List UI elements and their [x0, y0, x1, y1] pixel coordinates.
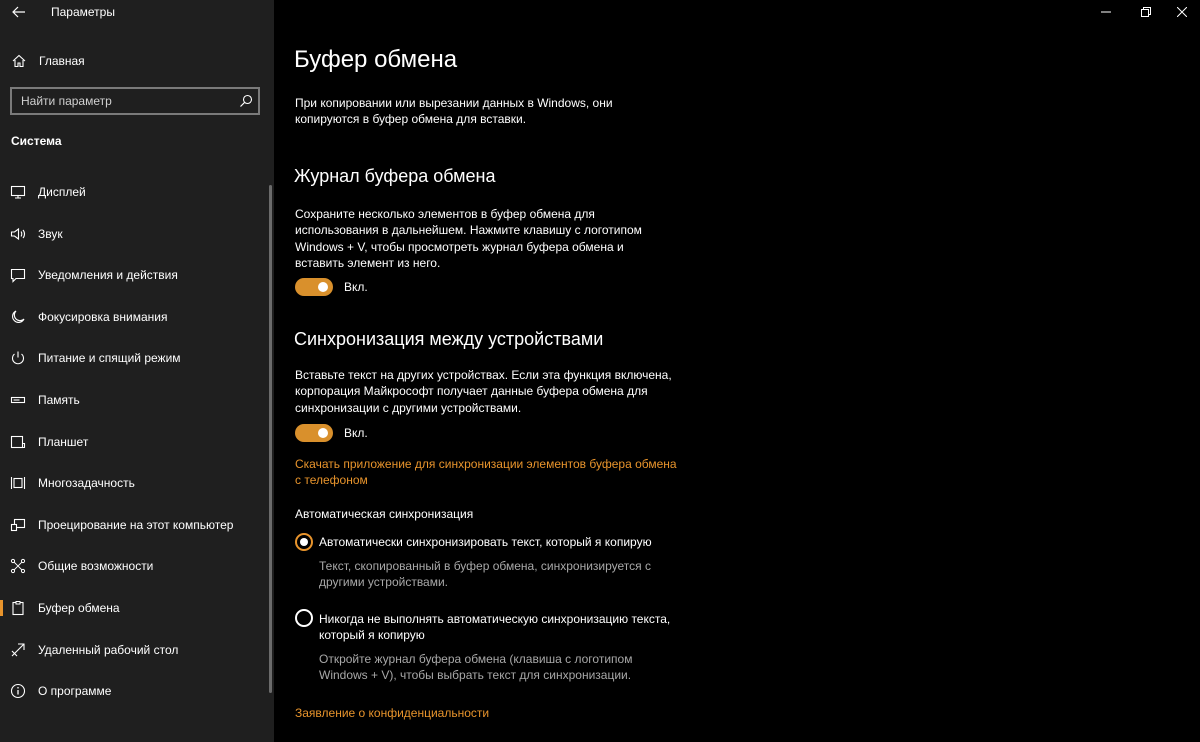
app-title: Параметры	[51, 5, 115, 19]
sync-description	[295, 367, 672, 416]
display-icon	[10, 184, 26, 200]
moon-icon	[10, 309, 26, 325]
sidebar-item-focus-assist[interactable]	[0, 296, 270, 338]
sidebar-item-label: Многозадачность	[38, 476, 135, 491]
search-box	[10, 87, 260, 115]
back-button[interactable]	[10, 3, 28, 21]
sidebar-item-label: Планшет	[38, 434, 89, 449]
sidebar-item-storage[interactable]	[0, 379, 270, 421]
sidebar-item-label: Уведомления и действия	[38, 268, 178, 283]
sidebar-item-label: Питание и спящий режим	[38, 351, 181, 366]
sidebar-item-label: Проецирование на этот компьютер	[38, 517, 234, 532]
history-desc-line: вставить элемент из него.	[295, 255, 441, 270]
radio-desc-line: Текст, скопированный в буфер обмена, синхронизируется с	[319, 559, 651, 573]
intro-line: копируются в буфер обмена для вставки.	[295, 112, 527, 127]
history-description	[295, 206, 642, 271]
auto-sync-radio[interactable]	[295, 533, 313, 551]
multitasking-icon	[10, 475, 26, 491]
history-desc-line: Windows + V, чтобы просмотреть журнал буфера обмена и	[295, 239, 624, 254]
sidebar-item-display[interactable]	[0, 171, 270, 213]
notification-icon	[10, 267, 26, 283]
tablet-icon	[10, 434, 26, 450]
auto-sync-radio-description	[319, 558, 651, 591]
main-content	[274, 0, 1200, 742]
sidebar-item-tablet[interactable]	[0, 421, 270, 463]
intro-line: При копировании или вырезании данных в Windows, они	[295, 96, 613, 110]
sync-desc-line: Вставьте текст на других устройствах. Если эта функция включена,	[295, 368, 672, 382]
radio-label-line: Никогда не выполнять автоматическую синхронизацию текста,	[319, 612, 671, 626]
sidebar-nav	[0, 171, 270, 712]
radio-label-line: который я копирую	[319, 628, 425, 643]
search-icon[interactable]	[239, 94, 253, 108]
history-heading: Журнал буфера обмена	[294, 166, 496, 186]
sidebar-item-about[interactable]	[0, 670, 270, 712]
link-line: Скачать приложение для синхронизации элементов буфера обмена	[295, 457, 677, 471]
sidebar-item-power[interactable]	[0, 337, 270, 379]
sync-desc-line: корпорация Майкрософт получает данные буфера обмена для	[295, 384, 648, 399]
sidebar-item-label: Буфер обмена	[38, 600, 120, 615]
privacy-link[interactable]: Заявление о конфиденциальности	[295, 706, 490, 720]
power-icon	[10, 350, 26, 366]
shared-experiences-icon	[10, 558, 26, 574]
sidebar-item-label: Удаленный рабочий стол	[38, 642, 179, 657]
sidebar-item-clipboard[interactable]	[0, 587, 270, 629]
phone-app-link[interactable]	[295, 456, 677, 489]
sidebar-item-label: Фокусировка внимания	[38, 309, 168, 324]
sync-toggle-label: Вкл.	[344, 426, 368, 440]
sync-desc-line: синхронизации с другими устройствами.	[295, 400, 522, 415]
sidebar-item-sound[interactable]	[0, 213, 270, 255]
sidebar-item-shared-experiences[interactable]	[0, 545, 270, 587]
history-toggle-label: Вкл.	[344, 280, 368, 294]
sync-heading: Синхронизация между устройствами	[294, 329, 604, 349]
sync-toggle[interactable]	[295, 424, 333, 442]
sidebar	[0, 0, 274, 742]
link-line: с телефоном	[295, 473, 368, 488]
sidebar-item-notifications[interactable]	[0, 254, 270, 296]
titlebar-left	[0, 0, 274, 24]
toggle-knob	[318, 282, 328, 292]
sidebar-item-label: Общие возможности	[38, 559, 154, 574]
never-sync-radio-description	[319, 651, 632, 684]
toggle-knob	[318, 428, 328, 438]
sidebar-item-label: Дисплей	[38, 185, 86, 199]
home-icon	[11, 53, 27, 69]
info-icon	[10, 683, 26, 699]
history-toggle[interactable]	[295, 278, 333, 296]
auto-sync-radio-label[interactable]: Автоматически синхронизировать текст, который я копирую	[319, 535, 652, 549]
sidebar-item-label: Главная	[39, 54, 85, 68]
sidebar-item-multitasking[interactable]	[0, 462, 270, 504]
sidebar-scrollbar[interactable]	[269, 185, 272, 693]
sidebar-item-label: О программе	[38, 684, 112, 699]
history-desc-line: Сохраните несколько элементов в буфер обмена для	[295, 207, 595, 221]
intro-text	[295, 95, 613, 128]
sidebar-item-remote-desktop[interactable]	[0, 629, 270, 671]
remote-desktop-icon	[10, 642, 26, 658]
back-arrow-icon	[12, 6, 26, 18]
sidebar-item-home[interactable]	[0, 48, 274, 74]
never-sync-radio-label[interactable]	[319, 611, 670, 644]
section-title: Система	[11, 134, 62, 148]
sidebar-item-label: Звук	[38, 226, 63, 241]
projecting-icon	[10, 517, 26, 533]
radio-desc-line: Откройте журнал буфера обмена (клавиша с логотипом	[319, 652, 633, 666]
page-title: Буфер обмена	[294, 46, 458, 73]
clipboard-icon	[10, 600, 26, 616]
never-sync-radio[interactable]	[295, 609, 313, 627]
search-input[interactable]	[12, 89, 232, 113]
radio-desc-line: Windows + V), чтобы выбрать текст для синхронизации.	[319, 668, 632, 683]
sidebar-item-projecting[interactable]	[0, 504, 270, 546]
radio-desc-line: другими устройствами.	[319, 575, 449, 590]
sidebar-item-label: Память	[38, 392, 80, 407]
speaker-icon	[10, 226, 26, 242]
auto-sync-label: Автоматическая синхронизация	[295, 507, 474, 521]
history-desc-line: использования в дальнейшем. Нажмите клавишу с логотипом	[295, 223, 642, 238]
storage-icon	[10, 392, 26, 408]
